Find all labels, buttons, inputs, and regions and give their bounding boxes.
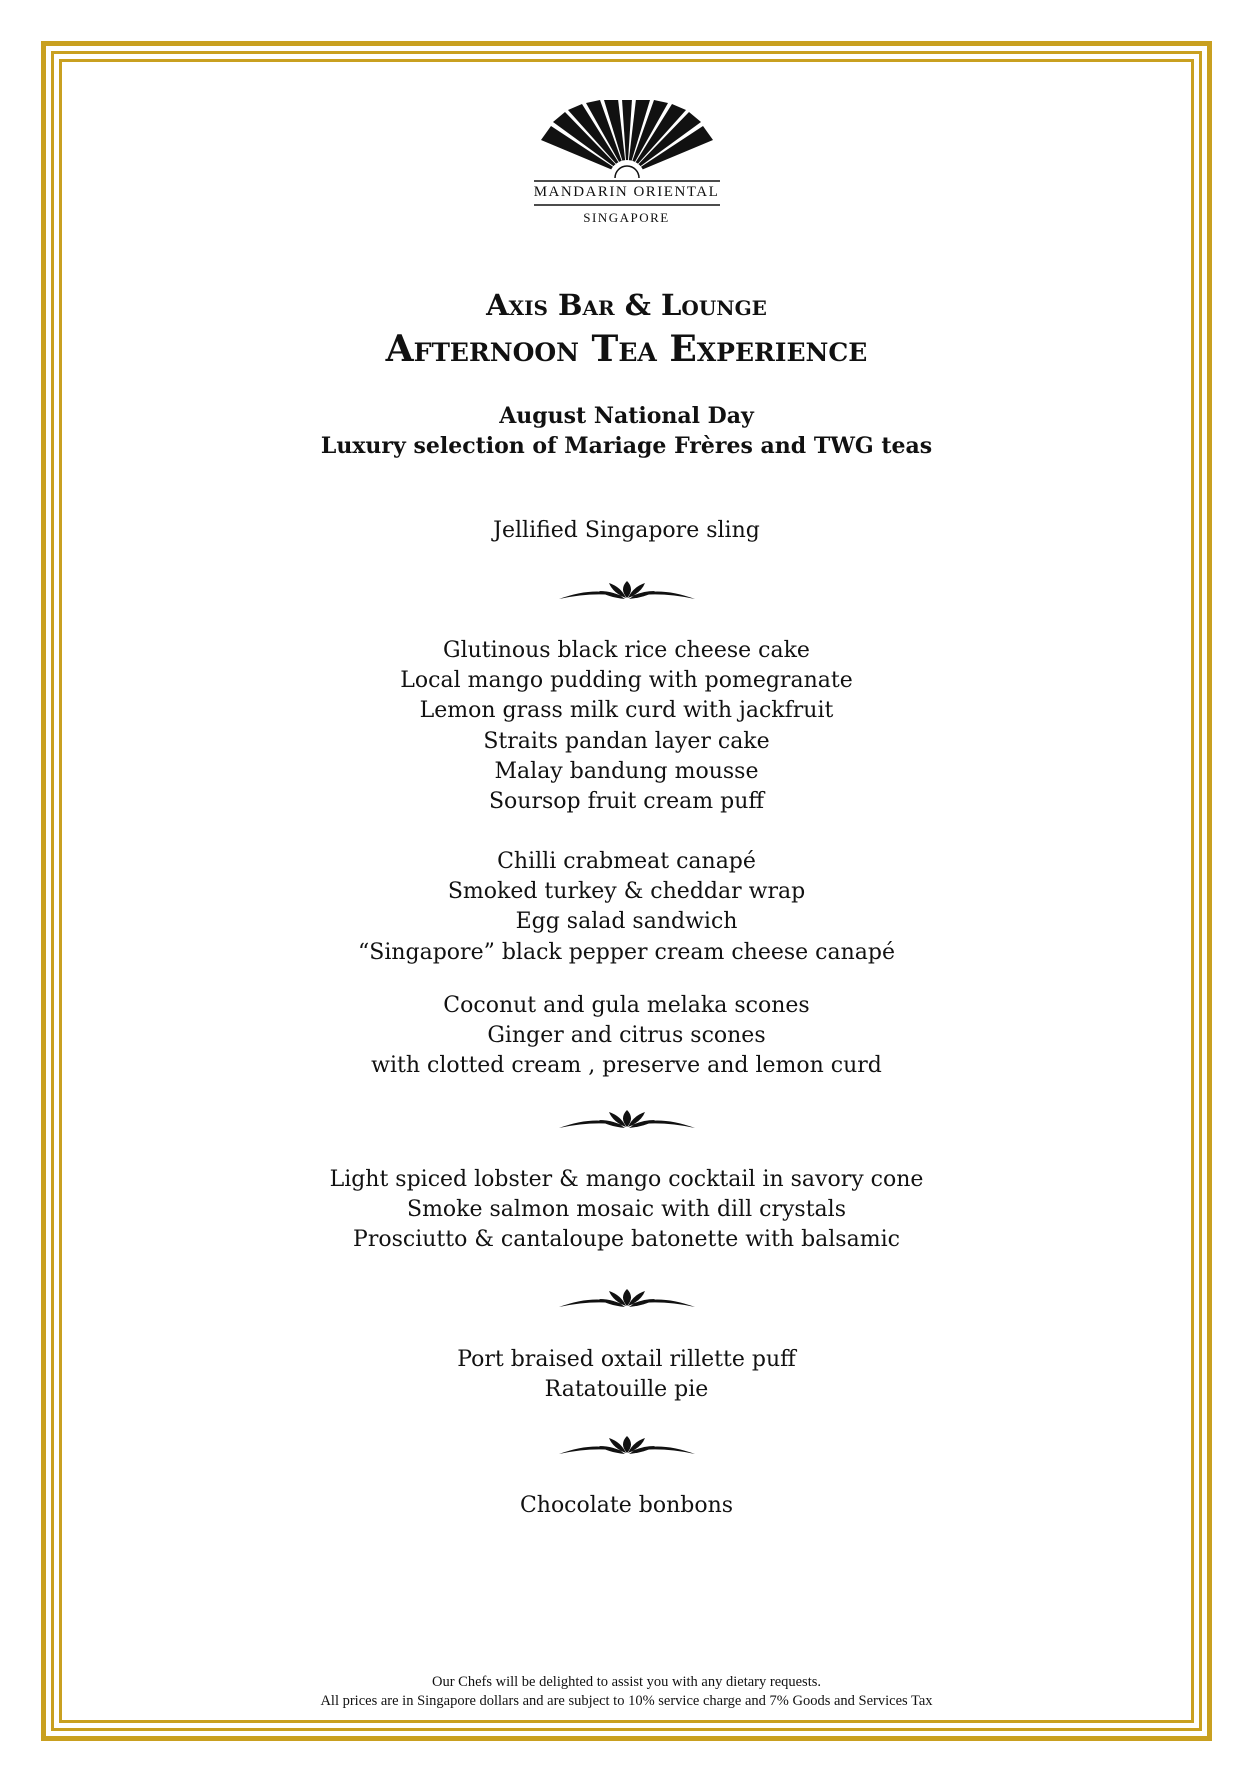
tea-selection: Luxury selection of Mariage Frères and TWG teas	[320, 433, 933, 459]
menu-item: Ginger and citrus scones	[487, 1023, 766, 1049]
scones-section	[0, 991, 1253, 1082]
menu-item: Coconut and gula melaka scones	[443, 993, 810, 1018]
warm-bites-section	[0, 1345, 1253, 1405]
dietary-note: Our Chefs will be delighted to assist you with any dietary requests.	[431, 1674, 821, 1690]
menu-item: Glutinous black rice cheese cake	[443, 638, 810, 663]
menu-item: Smoked turkey & cheddar wrap	[447, 879, 806, 905]
footer-notes	[0, 1673, 1253, 1711]
brand-location: SINGAPORE	[583, 210, 670, 225]
menu-item: Jellified Singapore sling	[493, 518, 760, 543]
lotus-flourish-icon	[0, 1108, 1253, 1134]
pricing-note: All prices are in Singapore dollars and are subject to 10% service charge and 7% Goods and Services Tax	[320, 1693, 933, 1709]
menu-item: “Singapore” black pepper cream cheese canapé	[358, 939, 895, 965]
lotus-flourish-icon	[0, 579, 1253, 605]
menu-item: Chocolate bonbons	[519, 1493, 734, 1518]
sweets-section	[0, 636, 1253, 817]
brand-name: MANDARIN ORIENTAL	[533, 184, 720, 200]
menu-item: Chilli crabmeat canapé	[497, 849, 756, 874]
menu-item: Local mango pudding with pomegranate	[400, 668, 853, 694]
menu-item: Smoke salmon mosaic with dill crystals	[407, 1197, 846, 1223]
venue-title: Axis Bar & Lounge	[486, 288, 767, 322]
menu-item: Egg salad sandwich	[515, 909, 738, 935]
occasion-name: August National Day	[499, 403, 754, 429]
cold-bites-section	[0, 1165, 1253, 1256]
menu-item: Straits pandan layer cake	[483, 728, 770, 754]
welcome-section	[0, 516, 1253, 546]
menu-item: Prosciutto & cantaloupe batonette with balsamic	[353, 1227, 900, 1253]
savory-canapes-section	[0, 847, 1253, 968]
menu-item: Ratatouille pie	[544, 1377, 709, 1403]
menu-item: with clotted cream , preserve and lemon curd	[371, 1053, 882, 1079]
page-title: Afternoon Tea Experience	[385, 328, 868, 370]
occasion-heading	[0, 401, 1253, 461]
menu-item: Malay bandung mousse	[494, 758, 759, 784]
menu-item: Lemon grass milk curd with jackfruit	[419, 698, 834, 724]
finale-section	[0, 1491, 1253, 1521]
lotus-flourish-icon	[0, 1434, 1253, 1460]
menu-item: Port braised oxtail rillette puff	[457, 1347, 796, 1372]
lotus-flourish-icon	[0, 1287, 1253, 1313]
menu-item: Light spiced lobster & mango cocktail in savory cone	[329, 1167, 924, 1192]
menu-item: Soursop fruit cream puff	[488, 788, 765, 814]
